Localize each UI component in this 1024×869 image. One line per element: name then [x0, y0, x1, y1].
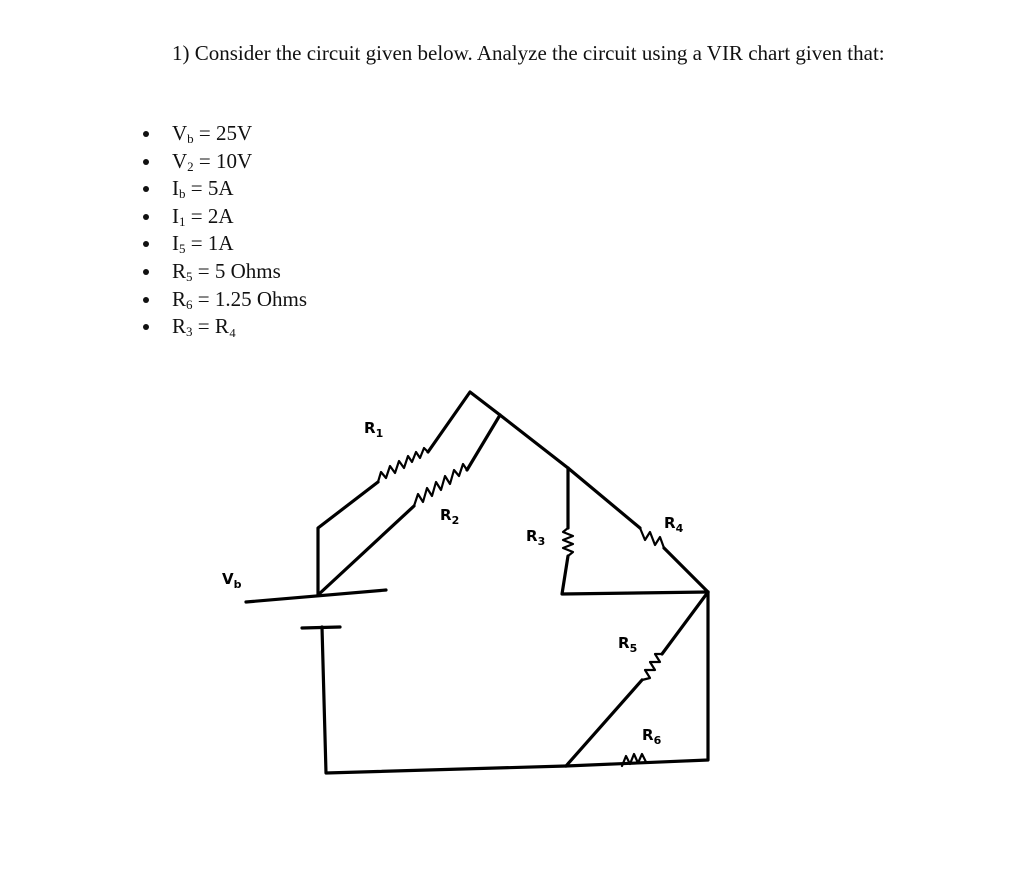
given-r5: $R_5 = 5$ Ohms: [140, 258, 307, 286]
label-r1: $R_1$: [364, 419, 384, 440]
resistor-r5-zigzag: [642, 654, 662, 680]
resistor-r2-zigzag: [414, 464, 467, 506]
right-diagonal-wire: [500, 415, 640, 528]
resistor-r4-zigzag: [640, 528, 664, 548]
given-r3-r4: $R_3 = R_4$: [140, 313, 307, 341]
r5-upper-wire: [662, 592, 708, 654]
r3-lower-wire: [562, 556, 708, 594]
label-r6: $R_6$: [642, 726, 662, 747]
given-r6: $R_6 = 1.25$ Ohms: [140, 286, 307, 314]
given-ib: $I_b = 5A$: [140, 175, 307, 203]
given-v2: $V_2 = 10V$: [140, 148, 307, 176]
r2-lower-wire: [318, 506, 414, 595]
resistor-r3-zigzag: [563, 528, 573, 556]
question-text: 1) Consider the circuit given below. Analyze the circuit using a VIR chart given that:: [172, 41, 885, 65]
resistor-r1-zigzag: [378, 448, 428, 482]
label-r2: $R_2$: [440, 506, 460, 527]
given-vb: $V_b = 25V$: [140, 120, 307, 148]
given-i5: $I_5 = 1A$: [140, 230, 307, 258]
given-i1: $I_1 = 2A$: [140, 203, 307, 231]
r2-upper-wire: [467, 415, 500, 470]
r1-upper-wire: [428, 392, 500, 452]
left-wire: [318, 482, 378, 595]
battery-long-plate: [246, 590, 386, 602]
label-r5: $R_5$: [618, 634, 638, 655]
r4-lower-wire: [664, 548, 708, 592]
r5-lower-wire: [566, 680, 642, 766]
label-vb: $V_b$: [222, 570, 242, 591]
label-r3: $R_3$: [526, 527, 546, 548]
bottom-wire: [322, 592, 708, 773]
label-r4: $R_4$: [664, 514, 684, 535]
